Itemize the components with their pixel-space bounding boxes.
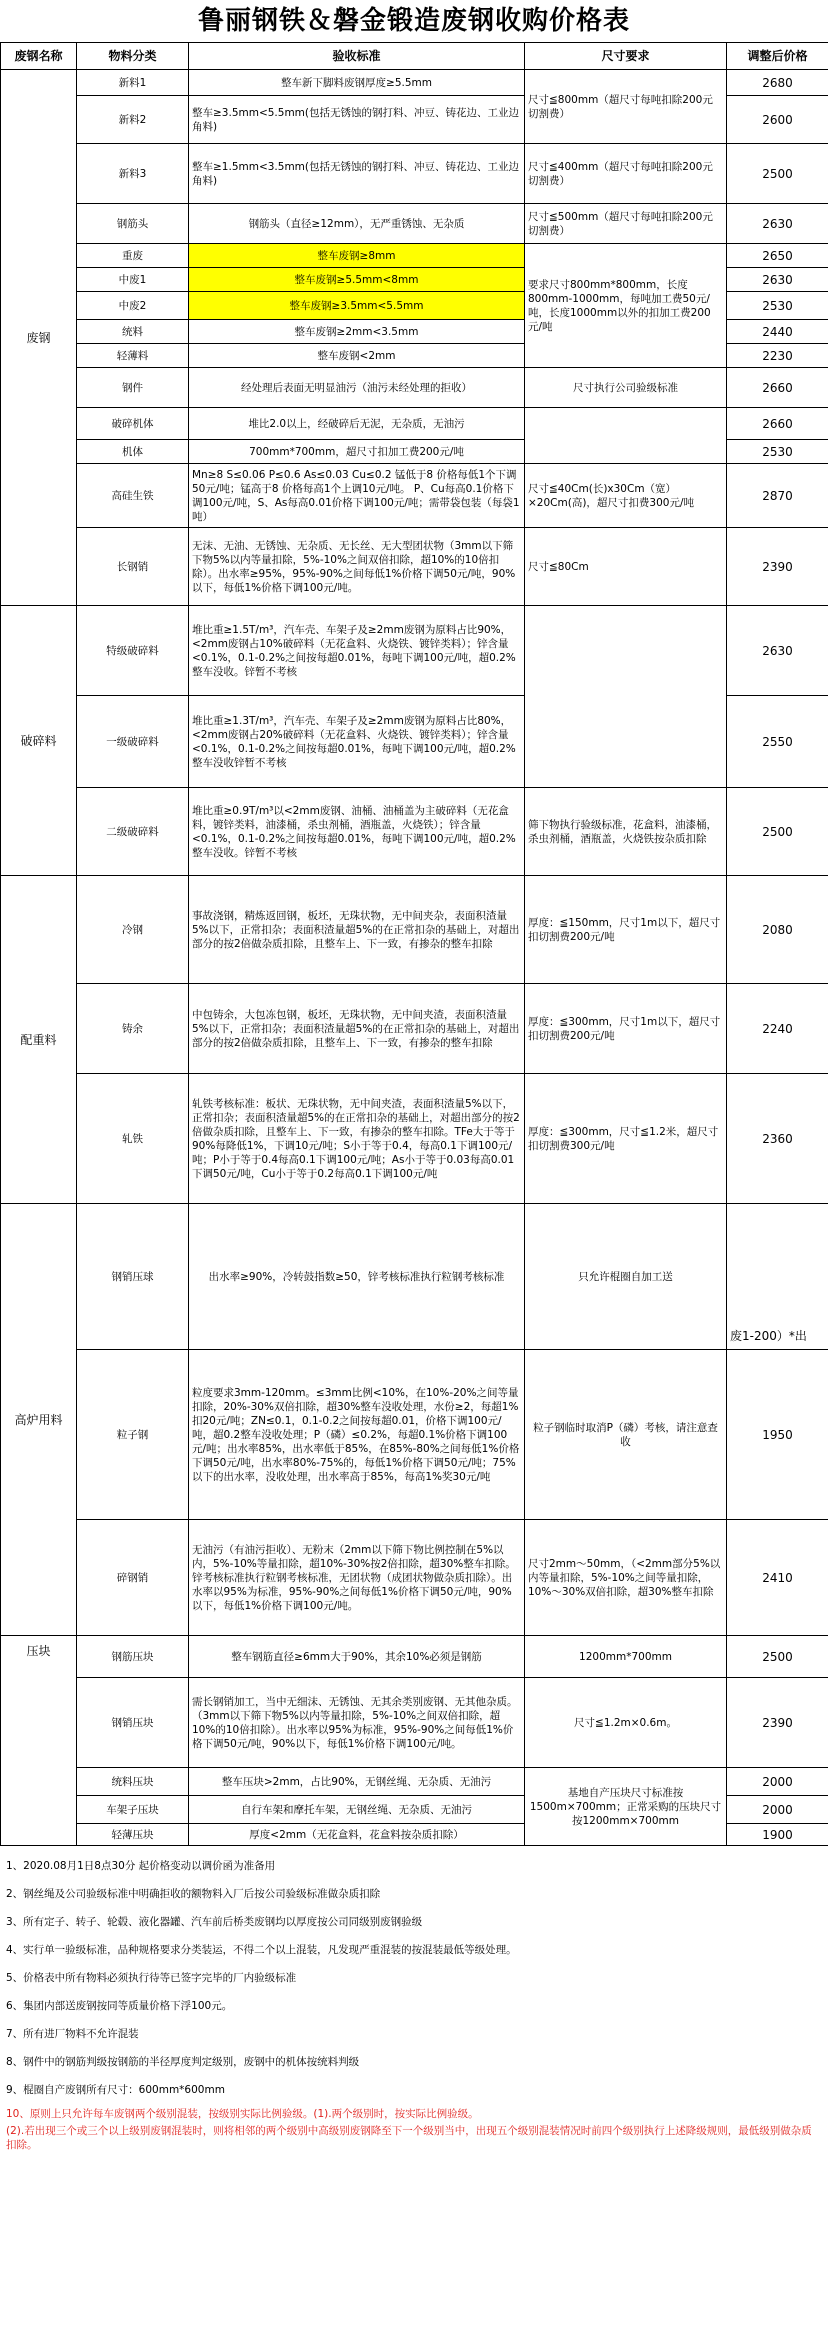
note-item: 3、所有定子、转子、轮毂、液化器罐、汽车前后桥类废钢均以厚度按公司同级别废钢验级: [6, 1916, 423, 1928]
note-item: 2、钢丝绳及公司验级标准中明确拒收的额物料入厂后按公司验级标准做杂质扣除: [6, 1888, 381, 1900]
price-cell: 2500: [727, 144, 828, 204]
standard-cell: 堆比重≥1.5T/m³，汽车壳、车架子及≥2mm废钢为原料占比90%，<2mm废钢占10%破碎料（无花盒料、火烧铁、镀锌类料）；锌含量<0.1%，0.1-0.2%之间按每超0.01%，每吨下调100元/吨，超0.2% 整车没收。锌暂不考核: [189, 606, 525, 696]
standard-cell: 整车≥1.5mm<3.5mm(包括无锈蚀的钢打料、冲豆、铸花边、工业边角料): [189, 144, 525, 204]
size-cell: 尺寸≦500mm（超尺寸每吨扣除200元切割费）: [525, 204, 727, 244]
price-cell: 2870: [727, 464, 828, 528]
group-label: 废钢: [1, 70, 77, 606]
standard-cell: 自行车架和摩托车架，无钢丝绳、无杂质、无油污: [189, 1796, 525, 1824]
subcategory-cell: 钢销压球: [77, 1204, 189, 1350]
table-row: [1, 1768, 828, 1796]
size-cell: 要求尺寸800mm*800mm，长度800mm-1000mm，每吨加工费50元/吨，长度1000mm以外的扣加工费200元/吨: [525, 244, 727, 368]
page-title: 鲁丽钢铁＆磐金锻造废钢收购价格表: [197, 6, 630, 36]
price-cell: 1950: [727, 1350, 828, 1520]
size-cell: 筛下物执行验级标准，花盒料，油漆桶，杀虫剂桶，酒瓶盖，火烧铁按杂质扣除: [525, 788, 727, 876]
subcategory-cell: 重废: [77, 244, 189, 268]
price-cell: 2550: [727, 696, 828, 788]
standard-cell: 整车废钢≥8mm: [189, 244, 525, 268]
subcategory-cell: 钢销压块: [77, 1678, 189, 1768]
standard-cell: 中包铸余，大包冻包钢，板坯，无珠状物，无中间夹渣，表面积渣量5%以下，正常扣杂；表面积渣量超5%的在正常扣杂的基础上，对超出部分的按2倍做杂质扣除，且整车上、下一致，有掺杂的整车扣除: [189, 984, 525, 1074]
header-scrap-name: 废钢名称: [1, 43, 77, 70]
size-cell: 尺寸≦40Cm(长)x30Cm（宽）×20Cm(高)，超尺寸扣费300元/吨: [525, 464, 727, 528]
price-cell: 2240: [727, 984, 828, 1074]
standard-cell: 堆比重≥0.9T/m³以<2mm废钢、油桶、油桶盖为主破碎料（无花盒料，镀锌类料，油漆桶，杀虫剂桶，酒瓶盖，火烧铁）；锌含量<0.1%，0.1-0.2%之间按每超0.01%，每吨下调100元/吨，超0.2% 整车没收。锌暂不考核: [189, 788, 525, 876]
subcategory-cell: 钢筋头: [77, 204, 189, 244]
price-cell: 2390: [727, 528, 828, 606]
subcategory-cell: 二级破碎料: [77, 788, 189, 876]
size-cell: 尺寸≦80Cm: [525, 528, 727, 606]
note-item: 8、钢件中的钢筋判级按钢筋的半径厚度判定级别，废钢中的机体按统料判级: [6, 2056, 360, 2068]
table-row: [1, 244, 828, 268]
subcategory-cell: 中废1: [77, 268, 189, 292]
price-cell: 2630: [727, 204, 828, 244]
subcategory-cell: 统料压块: [77, 1768, 189, 1796]
standard-cell: 整车废钢≥2mm<3.5mm: [189, 320, 525, 344]
table-row: [1, 1074, 828, 1204]
table-row: [1, 144, 828, 204]
subcategory-cell: 新料2: [77, 96, 189, 144]
table-row: [1, 1636, 828, 1678]
group-label: 高炉用料: [1, 1204, 77, 1636]
standard-cell: 出水率≥90%，冷转鼓指数≥50，锌考核标准执行粒钢考核标准: [189, 1204, 525, 1350]
size-cell: 厚度：≦150mm，尺寸1m以下，超尺寸扣切割费200元/吨: [525, 876, 727, 984]
table-row: [1, 528, 828, 606]
note-item: 4、实行单一验级标准，品种规格要求分类装运，不得二个以上混装，凡发现严重混装的按混装最低等级处理。: [6, 1944, 517, 1956]
size-cell: [525, 408, 727, 464]
price-cell: 2000: [727, 1796, 828, 1824]
size-cell: 只允许棍圈自加工送: [525, 1204, 727, 1350]
subcategory-cell: 轻薄压块: [77, 1824, 189, 1846]
standard-cell: 事故浇钢，精炼返回钢，板坯，无珠状物，无中间夹杂，表面积渣量5%以下，正常扣杂；表面积渣量超5%的在正常扣杂的基础上，对超出部分的按2倍做杂质扣除，且整车上、下一致，有掺杂的整车扣除: [189, 876, 525, 984]
subcategory-cell: 新料3: [77, 144, 189, 204]
size-cell: 尺寸≦800mm（超尺寸每吨扣除200元切割费）: [525, 70, 727, 144]
group-label: 压块: [1, 1636, 77, 1846]
table-row: [1, 204, 828, 244]
header-material-class: 物料分类: [77, 43, 189, 70]
price-table: [0, 42, 828, 1846]
table-row: [1, 984, 828, 1074]
subcategory-cell: 碎钢销: [77, 1520, 189, 1636]
table-row: [1, 464, 828, 528]
price-cell: 2530: [727, 440, 828, 464]
standard-cell: 经处理后表面无明显油污（油污未经处理的拒收）: [189, 368, 525, 408]
price-cell: 2000: [727, 1768, 828, 1796]
price-cell: 2630: [727, 606, 828, 696]
size-cell: 厚度：≦300mm，尺寸≦1.2米，超尺寸扣切割费300元/吨: [525, 1074, 727, 1204]
subcategory-cell: 统料: [77, 320, 189, 344]
subcategory-cell: 粒子钢: [77, 1350, 189, 1520]
price-cell: 2630: [727, 268, 828, 292]
standard-cell: 整车新下脚料废钢厚度≥5.5mm: [189, 70, 525, 96]
price-cell: 2390: [727, 1678, 828, 1768]
size-cell: [525, 606, 727, 788]
price-cell: 2360: [727, 1074, 828, 1204]
note-item: 6、集团内部送废钢按同等质量价格下浮100元。: [6, 2000, 233, 2012]
price-cell: 2230: [727, 344, 828, 368]
standard-cell: 整车废钢<2mm: [189, 344, 525, 368]
standard-cell: 钢筋头（直径≥12mm），无严重锈蚀、无杂质: [189, 204, 525, 244]
table-header-row: [1, 43, 828, 70]
price-cell: 1900: [727, 1824, 828, 1846]
standard-cell: 轧铁考核标准：板状、无珠状物，无中间夹渣，表面积渣量5%以下，正常扣杂；表面积渣量超5%的在正常扣杂的基础上，对超出部分的按2倍做杂质扣除，且整车上、下一致，有掺杂的整车扣除。TFe大于等于90%每降低1%，下调10元/吨；S小于等于0.4，每高0.1下调100元/吨；P小于等于0.4每高0.1下调100元/吨；As小于等于0.03每高0.01下调50元/吨，Cu小于等于0.2每高0.1下调100元/吨: [189, 1074, 525, 1204]
note-item: 9、棍圈自产废钢所有尺寸：600mm*600mm: [6, 2084, 225, 2096]
size-cell: 尺寸执行公司验级标准: [525, 368, 727, 408]
table-row: [1, 368, 828, 408]
note-item: 1、2020.08月1日8点30分 起价格变动以调价函为准备用: [6, 1860, 276, 1872]
standard-cell: 整车废钢≥5.5mm<8mm: [189, 268, 525, 292]
size-cell: 尺寸≦400mm（超尺寸每吨扣除200元切割费）: [525, 144, 727, 204]
standard-cell: 无沫、无油、无锈蚀、无杂质、无长丝、无大型团状物（3mm以下筛下物5%以内等量扣除，5%-10%之间双倍扣除，超10%的10倍扣除）。出水率≥95%，95%-90%之间每低1%价格下调50元/吨，90%以下，每低1%价格下调100元/吨。: [189, 528, 525, 606]
table-row: [1, 788, 828, 876]
standard-cell: 整车压块>2mm，占比90%，无钢丝绳、无杂质、无油污: [189, 1768, 525, 1796]
size-cell: 尺寸≦1.2m×0.6m。: [525, 1678, 727, 1768]
subcategory-cell: 轻薄料: [77, 344, 189, 368]
header-size-requirement: 尺寸要求: [525, 43, 727, 70]
group-label: 破碎料: [1, 606, 77, 876]
table-row: [1, 70, 828, 96]
standard-cell: 堆比2.0以上，经破碎后无泥，无杂质，无油污: [189, 408, 525, 440]
subcategory-cell: 钢筋压块: [77, 1636, 189, 1678]
note-item-red: (2).若出现三个或三个以上级别废钢混装时，则将相邻的两个级别中高级别废钢降至下一个级别当中，出现五个级别混装情况时前四个级别执行上述降级规则，最低级别做杂质扣除。: [6, 2125, 812, 2151]
standard-cell: Mn≥8 S≤0.06 P≤0.6 As≤0.03 Cu≤0.2 锰低于8 价格每低1个下调50元/吨；锰高于8 价格每高1个上调10元/吨。 P、Cu每高0.1价格下调100元/吨，S、As每高0.01价格下调100元/吨；需带袋包装（每袋1吨）: [189, 464, 525, 528]
price-cell: 2650: [727, 244, 828, 268]
subcategory-cell: 中废2: [77, 292, 189, 320]
table-row: [1, 1350, 828, 1520]
price-cell: 2530: [727, 292, 828, 320]
notes-section: [0, 1846, 828, 2158]
standard-cell: 厚度<2mm（无花盒料，花盒料按杂质扣除）: [189, 1824, 525, 1846]
subcategory-cell: 铸余: [77, 984, 189, 1074]
note-item: 5、价格表中所有物料必须执行待等已签字完毕的厂内验级标准: [6, 1972, 297, 1984]
standard-cell: 粒度要求3mm-120mm。≤3mm比例<10%，在10%-20%之间等量扣除，20%-30%双倍扣除，超30%整车没收处理，水份≥2，每超1%扣20元/吨；ZN≤0.1，0.1-0.2之间按每超0.01，价格下调100元/吨，超0.2整车没收处理；P（磷）≤0.2%，每超0.1%价格下调100元/吨；出水率85%，出水率低于85%，在85%-80%之间每低1%价格下调50元/吨，出水率80%-75%的，每低1%价格下调50元/吨；75%以下的出水率，没收处理，出水率高于85%，每高1%奖30元/吨: [189, 1350, 525, 1520]
table-row: [1, 876, 828, 984]
price-cell: 2500: [727, 1636, 828, 1678]
standard-cell: 需长钢销加工，当中无细沫、无锈蚀、无其余类别废钢、无其他杂质。（3mm以下筛下物5%以内等量扣除，5%-10%之间双倍扣除，超10%的10倍扣除）。出水率以95%为标准，95%-90%之间每低1%价格下调50元/吨，90%以下，每低1%价格下调100元/吨。: [189, 1678, 525, 1768]
standard-cell: 700mm*700mm，超尺寸扣加工费200元/吨: [189, 440, 525, 464]
size-cell: 厚度：≦300mm，尺寸1m以下，超尺寸扣切割费200元/吨: [525, 984, 727, 1074]
subcategory-cell: 车架子压块: [77, 1796, 189, 1824]
table-row: [1, 408, 828, 440]
subcategory-cell: 一级破碎料: [77, 696, 189, 788]
size-cell: 尺寸2mm～50mm，（<2mm部分5%以内等量扣除，5%-10%之间等量扣除，10%～30%双倍扣除，超30%整车扣除: [525, 1520, 727, 1636]
note-item: 7、所有进厂物料不允许混装: [6, 2028, 139, 2040]
header-adjusted-price: 调整后价格: [727, 43, 828, 70]
standard-cell: 堆比重≥1.3T/m³，汽车壳、车架子及≥2mm废钢为原料占比80%，<2mm废钢占20%破碎料（无花盒料、火烧铁、镀锌类料）；锌含量<0.1%，0.1-0.2%之间按每超0.01%，每吨下调100元/吨，超0.2% 整车没收锌暂不考核: [189, 696, 525, 788]
price-cell: 2440: [727, 320, 828, 344]
price-cell: 2660: [727, 408, 828, 440]
table-row: [1, 1520, 828, 1636]
standard-cell: 整车废钢≥3.5mm<5.5mm: [189, 292, 525, 320]
subcategory-cell: 轧铁: [77, 1074, 189, 1204]
subcategory-cell: 新料1: [77, 70, 189, 96]
standard-cell: 整车钢筋直径≥6mm大于90%，其余10%必须是钢筋: [189, 1636, 525, 1678]
price-cell: 2600: [727, 96, 828, 144]
table-row: [1, 1204, 828, 1350]
header-acceptance-standard: 验收标准: [189, 43, 525, 70]
size-cell: 基地自产压块尺寸标准按1500m×700mm；正常采购的压块尺寸按1200mm×700mm: [525, 1768, 727, 1846]
subcategory-cell: 冷钢: [77, 876, 189, 984]
price-cell: 2080: [727, 876, 828, 984]
group-label: 配重料: [1, 876, 77, 1204]
price-cell: 2660: [727, 368, 828, 408]
subcategory-cell: 钢件: [77, 368, 189, 408]
size-cell: 1200mm*700mm: [525, 1636, 727, 1678]
subcategory-cell: 特级破碎料: [77, 606, 189, 696]
subcategory-cell: 机体: [77, 440, 189, 464]
subcategory-cell: 高硅生铁: [77, 464, 189, 528]
side-note: 废1-200）*出: [727, 1204, 828, 1350]
price-cell: 2410: [727, 1520, 828, 1636]
note-item-red: 10、原则上只允许每车废钢两个级别混装，按级别实际比例验级。(1).两个级别时，按实际比例验级。: [6, 2108, 479, 2120]
standard-cell: 无油污（有油污拒收）、无粉末（2mm以下筛下物比例控制在5%以内，5%-10%等量扣除，超10%-30%按2倍扣除，超30%整车扣除。锌考核标准执行粒钢考核标准，无团状物（成团状物做杂质扣除）。出水率以95%为标准，95%-90%之间每低1%价格下调50元/吨，90%以下，每低1%价格下调100元/吨。: [189, 1520, 525, 1636]
price-cell: 2680: [727, 70, 828, 96]
table-row: [1, 1678, 828, 1768]
subcategory-cell: 长钢销: [77, 528, 189, 606]
standard-cell: 整车≥3.5mm<5.5mm(包括无锈蚀的钢打料、冲豆、铸花边、工业边角料): [189, 96, 525, 144]
price-cell: 2500: [727, 788, 828, 876]
subcategory-cell: 破碎机体: [77, 408, 189, 440]
size-cell: 粒子钢临时取消P（磷）考核，请注意查收: [525, 1350, 727, 1520]
table-row: [1, 606, 828, 696]
